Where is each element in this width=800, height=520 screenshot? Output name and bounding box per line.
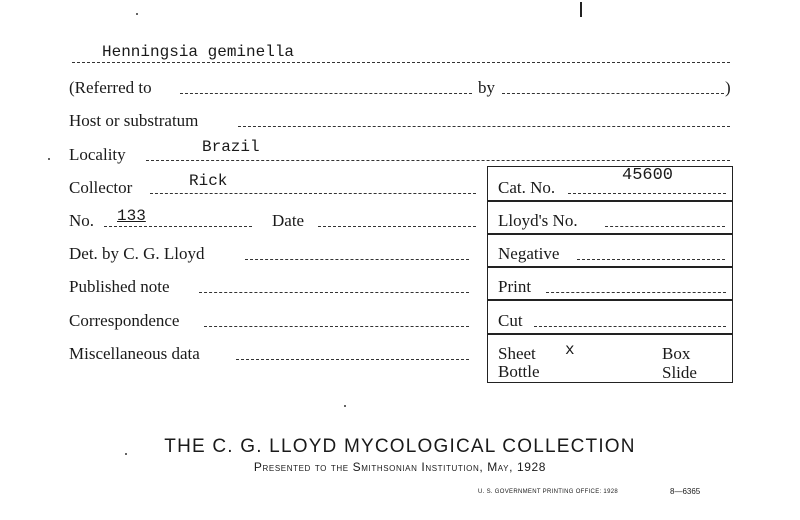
printing-office-note: U. S. GOVERNMENT PRINTING OFFICE: 1928 bbox=[478, 489, 618, 495]
cat-no-value: 45600 bbox=[622, 166, 674, 185]
sheet-mark: x bbox=[565, 341, 575, 359]
by-line bbox=[502, 93, 724, 94]
misc-data-label: Miscellaneous data bbox=[69, 344, 200, 363]
collection-title: THE C. G. LLOYD MYCOLOGICAL COLLECTION bbox=[164, 436, 636, 457]
correspondence-label: Correspondence bbox=[69, 311, 180, 330]
published-note-label: Published note bbox=[69, 277, 170, 296]
det-by-line bbox=[245, 259, 469, 260]
negative-line bbox=[577, 259, 725, 260]
cat-no-label: Cat. No. bbox=[498, 178, 556, 197]
cut-label: Cut bbox=[498, 311, 523, 330]
scan-speck bbox=[48, 158, 50, 160]
no-value: 133 bbox=[117, 207, 146, 225]
box-divider bbox=[487, 200, 733, 202]
box-label: Box bbox=[662, 344, 691, 363]
lloyds-no-label: Lloyd's No. bbox=[498, 211, 578, 230]
scan-speck bbox=[136, 13, 138, 15]
referred-to-label: (Referred to bbox=[69, 78, 152, 97]
cat-no-line bbox=[568, 193, 726, 194]
slide-label: Slide bbox=[662, 363, 697, 382]
collection-subtitle: Presented to the Smithsonian Institution, May, 1928 bbox=[253, 460, 547, 474]
print-label: Print bbox=[498, 277, 532, 296]
no-line bbox=[104, 226, 252, 227]
scan-mark bbox=[580, 2, 582, 17]
negative-label: Negative bbox=[498, 244, 560, 263]
box-divider bbox=[487, 299, 733, 301]
collector-value: Rick bbox=[189, 172, 228, 190]
published-note-line bbox=[199, 292, 469, 293]
species-line bbox=[72, 62, 730, 63]
correspondence-line bbox=[204, 326, 469, 327]
form-number: 8—6365 bbox=[670, 487, 701, 496]
box-divider bbox=[487, 233, 733, 235]
box-divider bbox=[487, 266, 733, 268]
scan-speck bbox=[344, 405, 346, 407]
bottle-label: Bottle bbox=[498, 362, 540, 381]
print-line bbox=[546, 292, 726, 293]
host-line bbox=[238, 126, 730, 127]
collector-label: Collector bbox=[69, 178, 133, 197]
box-divider bbox=[487, 333, 733, 335]
by-label: by bbox=[478, 78, 495, 97]
host-label: Host or substratum bbox=[69, 111, 199, 130]
locality-label: Locality bbox=[69, 145, 126, 164]
collector-line bbox=[150, 193, 476, 194]
species-name: Henningsia geminella bbox=[102, 43, 295, 61]
locality-line bbox=[146, 160, 730, 161]
locality-value: Brazil bbox=[202, 138, 260, 156]
misc-data-line bbox=[236, 359, 469, 360]
lloyds-no-line bbox=[605, 226, 725, 227]
date-label: Date bbox=[272, 211, 305, 230]
det-by-label: Det. by C. G. Lloyd bbox=[69, 244, 205, 263]
no-label: No. bbox=[69, 211, 95, 230]
referred-close-paren: ) bbox=[725, 78, 731, 97]
sheet-label: Sheet bbox=[498, 344, 536, 363]
referred-to-line bbox=[180, 93, 472, 94]
cut-line bbox=[534, 326, 726, 327]
date-line bbox=[318, 226, 476, 227]
